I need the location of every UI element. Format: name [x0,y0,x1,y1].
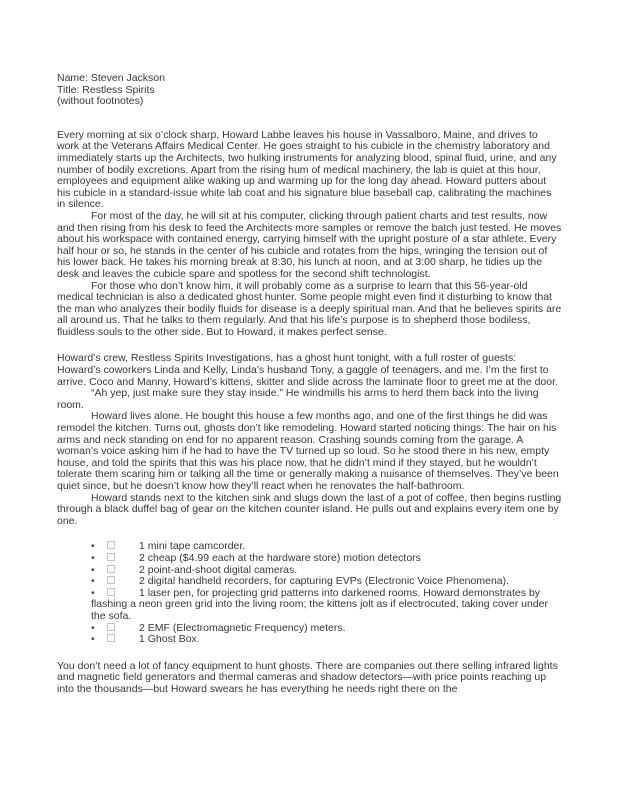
equipment-list-item [57,588,562,623]
paragraph: Every morning at six o’clock sharp, Howard Labbe leaves his house in Vassalboro, Maine, and drives to work at the Veterans Affairs Medical Center. He goes straight to his cubicle in the chemistry laboratory and immediately starts up the Architects, two hulking instruments for analyzing blood, spinal fluid, urine, and any number of bodily excretions. Apart from the rising hum of medical machinery, the lab is quiet at this hour, employees and equipment alike waking up and warming up for the long day ahead. Howard putters about his cubicle in a standard-issue white lab coat and his signature blue baseball cap, calibrating the machines in silence. [57,128,557,211]
bullet-icon: • [91,540,95,553]
paragraph: “Ah yep, just make sure they stay inside.” He windmills his arms to herd them back into the living room. [57,387,539,411]
paragraph: Howard lives alone. He bought this house a few months ago, and one of the first things he did was remodel the kitchen. Turns out, ghosts don’t like remodeling. Howard started noticing things: The hair on his arms and neck standing on end for no apparent reason. Crashing sounds coming from the garage. A woman’s voice asking him if he had to have the TV turned up so loud. So he stood there in his new, empty house, and told the spirits that this was his place now, that he didn’t mind if they stayed, but he wouldn’t tolerate them scaring him or talking all the time or generally making a nuisance of themselves. They’ve been quiet since, but he doesn’t know how they’ll react when he renovates the half-bathroom. [57,410,559,492]
equipment-list [57,541,562,645]
equipment-item-text: 2 EMF (Electromagnetic Frequency) meters. [139,621,346,634]
equipment-item-text: 2 digital handheld recorders, for capturing EVPs (Electronic Voice Phenomena). [139,575,510,588]
checkbox-icon [107,541,115,549]
paragraph: Howard stands next to the kitchen sink and slugs down the last of a pot of coffee, then begins rustling through a black duffel bag of gear on the kitchen counter island. He pulls out and explains every item one by one. [57,491,562,527]
checkbox-icon [107,576,115,584]
equipment-list-item [57,553,562,565]
bullet-icon: • [91,621,95,634]
equipment-item-text: 2 cheap ($4.99 each at the hardware store) motion detectors [139,551,421,564]
bullet-icon: • [91,551,95,564]
checkbox-icon [107,553,115,561]
equipment-item-text: 2 point-and-shoot digital cameras. [139,563,298,576]
bullet-icon: • [91,563,95,576]
closing-paragraph: You don’t need a lot of fancy equipment to hunt ghosts. There are companies out there selling infrared lights and magnetic field generators and thermal cameras and shadow detectors—with price points reaching up into the thousands—but Howard swears he has everything he needs right there on the [57,659,558,695]
paragraph: For most of the day, he will sit at his computer, clicking through patient charts and test results, now and then rising from his desk to feed the Architects more samples or remove the batch just tested. He moves about his workspace with contained energy, carrying himself with the upright posture of a star athlete. Every half hour or so, he stands in the center of his cubicle and rotates from the hips, wringing the tension out of his lower back. He takes his morning break at 8:30, his lunch at noon, and at 3:00 sharp, he tidies up the desk and leaves the cubicle spare and spotless for the second shift technologist. [57,209,562,280]
equipment-list-item [57,634,562,646]
bullet-icon: • [91,575,95,588]
bullet-icon: • [91,586,95,599]
section-ghost-hunt-night [57,353,562,527]
document-header [57,73,562,108]
bullet-icon: • [91,633,95,646]
paragraph: For those who don’t know him, it will probably come as a surprise to learn that this 56-year-old medical technician is also a dedicated ghost hunter. Some people might even find it disturbing to know that the man who analyzes their bodily fluids for disease is a deeply spiritual man. And that he believes spirits are all around us. That he talks to them regularly. And that his life’s purpose is to shepherd those bodiless, fluidless souls to the other side. But to Howard, it makes perfect sense. [57,279,562,338]
checkbox-icon [107,565,115,573]
checkbox-icon [107,623,115,631]
paragraph: Howard’s crew, Restless Spirits Investigations, has a ghost hunt tonight, with a full roster of guests: Howard’s coworkers Linda and Kelly, Linda’s husband Tony, a gaggle of teenagers, and me. I’m the first to arrive. Coco and Manny, Howard’s kittens, skitter and slide across the laminate floor to greet me at the door. [57,352,558,388]
equipment-list-item [57,623,562,635]
checkbox-icon [107,634,115,642]
footnote-status-line: (without footnotes) [57,95,144,108]
section-howard-profile [57,130,562,339]
title-line: Title: Restless Spirits [57,83,155,96]
equipment-item-text: 1 Ghost Box. [139,633,200,646]
equipment-item-text: 1 laser pen, for projecting grid patterns into darkened rooms. Howard demonstrates by flashing a neon green grid into the living room; the kittens jolt as if electrocuted, taking cover under the sofa. [91,586,549,622]
equipment-item-text: 1 mini tape camcorder. [139,540,246,553]
checkbox-icon [107,588,115,596]
author-name-line: Name: Steven Jackson [57,72,165,84]
